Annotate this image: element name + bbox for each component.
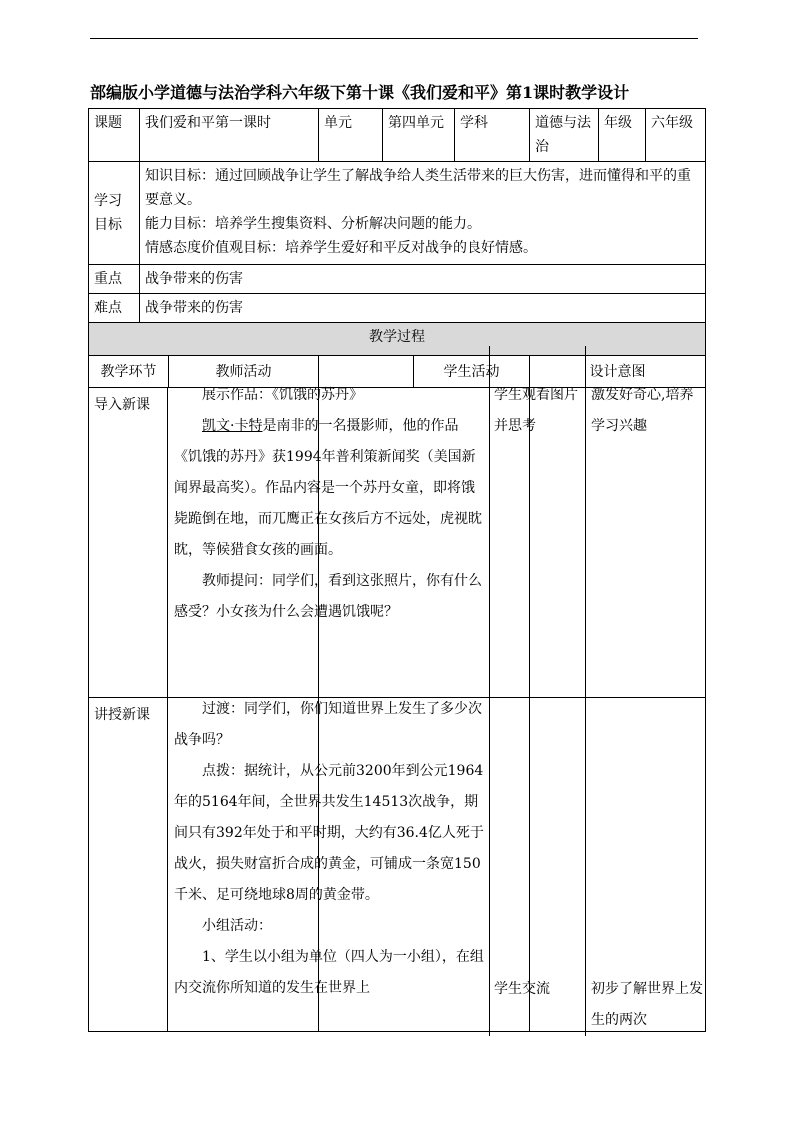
teach-stage: 讲授新课 [89,698,168,1031]
document-title: 部编版小学道德与法治学科六年级下第十课《我们爱和平》第1课时教学设计 [90,83,630,102]
teacher-col-extension [319,356,414,387]
unit-label: 单元 [319,109,383,162]
header-rule [90,38,698,39]
teach-mid-cell [319,698,530,1032]
intro-right-cell [530,388,706,698]
unit-value: 第四单元 [383,109,455,162]
intro-design-intent: 激发好奇心,培养学习兴趣 [591,387,694,434]
process-heading: 教学过程 [89,323,706,356]
intro-stage: 导入新课 [89,388,168,697]
process-col-mid [319,356,530,388]
intro-mid-cell [319,388,530,698]
key-point-label: 重点 [89,265,140,294]
col-teacher-header: 教师活动 [215,363,272,380]
lesson-plan-table [88,108,706,1032]
goal-emotion: 情感态度价值观目标：培养学生爱好和平反对战争的良好情感。 [145,240,537,256]
goal-ability: 能力目标：培养学生搜集资料、分析解决问题的能力。 [145,216,481,232]
key-point-row [89,265,706,294]
intro-teacher-p1: 展示作品：《饥饿的苏丹》 [202,387,363,403]
teach-teacher-p3: 小组活动： [202,918,272,934]
difficulty-label: 难点 [89,294,140,323]
key-point-value: 战争带来的伤害 [140,265,706,294]
topic-value: 我们爱和平第一课时 [140,109,319,162]
teach-student-activity: 学生交流 [494,981,550,997]
goal-knowledge: 知识目标：通过回顾战争让学生了解战争给人类生活带来的巨大伤害，进而懂得和平的重要意义。 [145,168,691,208]
teach-left-cell [89,698,319,1032]
difficulty-value: 战争带来的伤害 [140,294,706,323]
topic-label: 课题 [89,109,140,162]
goals-content [140,162,706,265]
subject-label: 学科 [455,109,530,162]
process-row-intro [89,388,706,698]
photographer-name: 凯文·卡特 [202,418,263,434]
process-heading-row [89,323,706,356]
teach-teacher-p2: 点拨：据统计，从公元前3200年到公元1964年的5164年间，全世界共发生14513次战争，期间只有392年处于和平时期，大约有36.4亿人死于战火，损失财富折合成的黄金，可铺成一条宽150千米、足可绕地球8周的黄金带。 [174,763,484,903]
goals-label: 学习目标 [89,162,140,265]
process-col-stage-teacher [89,356,319,388]
intro-left-cell [89,388,319,698]
teach-design-intent: 初步了解世界上发生的两次 [591,981,703,1028]
col-intent-header: 设计意图 [530,356,706,388]
intro-student-activity: 学生观看图片并思考 [494,387,578,434]
process-row-teach [89,698,706,1032]
grade-label: 年级 [599,109,646,162]
process-columns-row [89,356,706,388]
intro-teacher-p3: 教师提问：同学们，看到这张照片，你有什么感受？小女孩为什么会遭遇饥饿呢？ [174,573,482,620]
teach-teacher-p4: 1、学生以小组为单位（四人为一小组），在组内交流你所知道的发生在世界上 [174,949,484,996]
info-row [89,109,706,162]
intro-teacher-p2-rest: 是南非的一名摄影师，他的作品《饥饿的苏丹》获1994年普利策新闻奖（美国新闻界最高奖）。作品内容是一个苏丹女童，即将饿毙跪倒在地，而兀鹰正在女孩后方不远处，虎视眈眈，等候猎食女孩的画面。 [174,418,482,558]
teach-right-cell [530,698,706,1032]
col-student-header: 学生活动 [443,363,500,380]
goals-row [89,162,706,265]
difficulty-row [89,294,706,323]
grade-value: 六年级 [646,109,706,162]
col-stage-header: 教学环节 [89,356,169,387]
teach-teacher-p1: 过渡：同学们，你们知道世界上发生了多少次战争吗？ [174,701,482,748]
subject-value: 道德与法治 [530,109,599,162]
